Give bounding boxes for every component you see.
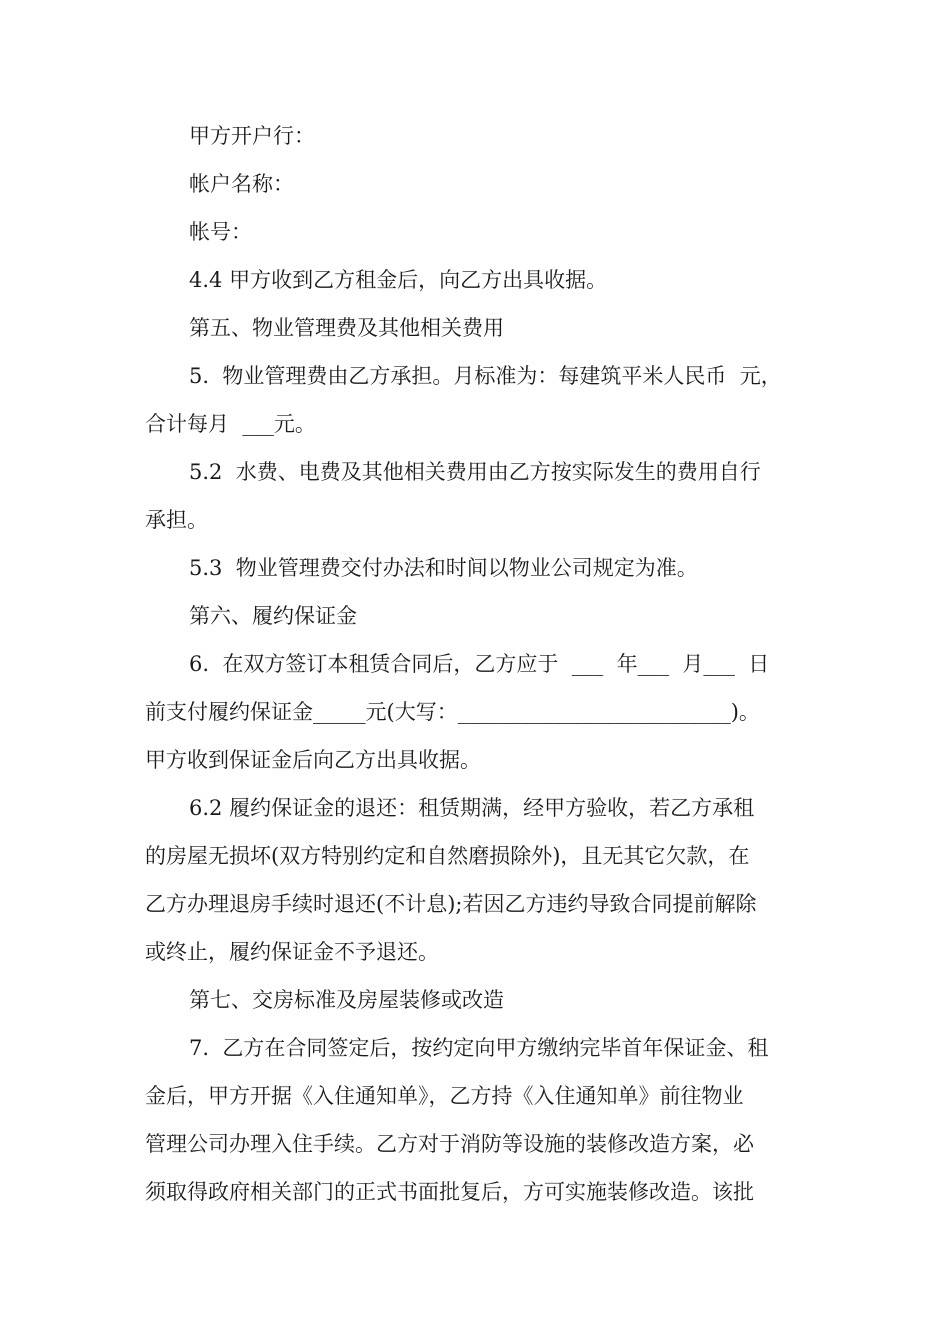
clause-4-4: 4.4 甲方收到乙方租金后，向乙方出具收据。 — [189, 268, 608, 292]
clause-7-line-4: 须取得政府相关部门的正式书面批复后，方可实施装修改造。该批 — [145, 1180, 754, 1204]
clause-5-2-line-1: 5.2 水费、电费及其他相关费用由乙方按实际发生的费用自行 — [189, 460, 761, 484]
clause-6-2-line-2: 的房屋无损坏(双方特别约定和自然磨损除外)，且无其它欠款，在 — [145, 844, 750, 868]
section-6-heading: 第六、履约保证金 — [189, 604, 357, 628]
clause-7-line-2: 金后，甲方开据《入住通知单》，乙方持《入住通知单》前往物业 — [145, 1084, 744, 1108]
clause-6-2-line-4: 或终止，履约保证金不予退还。 — [145, 940, 439, 964]
clause-7-line-1: 7. 乙方在合同签定后，按约定向甲方缴纳完毕首年保证金、租 — [189, 1036, 769, 1060]
clause-5-line-1: 5. 物业管理费由乙方承担。月标准为：每建筑平米人民币 元， — [189, 364, 782, 388]
clause-6-2-line-1: 6.2 履约保证金的退还：租赁期满，经甲方验收，若乙方承租 — [189, 796, 755, 820]
clause-5-line-2: 合计每月 ___元。 — [145, 412, 316, 436]
clause-6-line-3: 甲方收到保证金后向乙方出具收据。 — [145, 748, 481, 772]
account-number-label: 帐号： — [189, 220, 252, 244]
section-5-heading: 第五、物业管理费及其他相关费用 — [189, 316, 504, 340]
clause-7-line-3: 管理公司办理入住手续。乙方对于消防等设施的装修改造方案，必 — [145, 1132, 754, 1156]
clause-6-line-1: 6. 在双方签订本租赁合同后，乙方应于 ___ 年___ 月___ 日 — [189, 652, 770, 676]
clause-6-line-2: 前支付履约保证金_____元(大写：__________________________)。 — [145, 700, 760, 724]
clause-5-3: 5.3 物业管理费交付办法和时间以物业公司规定为准。 — [189, 556, 698, 580]
account-bank-label: 甲方开户行： — [189, 124, 315, 148]
clause-6-2-line-3: 乙方办理退房手续时退还(不计息);若因乙方违约导致合同提前解除 — [145, 892, 757, 916]
clause-5-2-line-2: 承担。 — [145, 508, 208, 532]
account-name-label: 帐户名称： — [189, 172, 294, 196]
section-7-heading: 第七、交房标准及房屋装修或改造 — [189, 988, 504, 1012]
